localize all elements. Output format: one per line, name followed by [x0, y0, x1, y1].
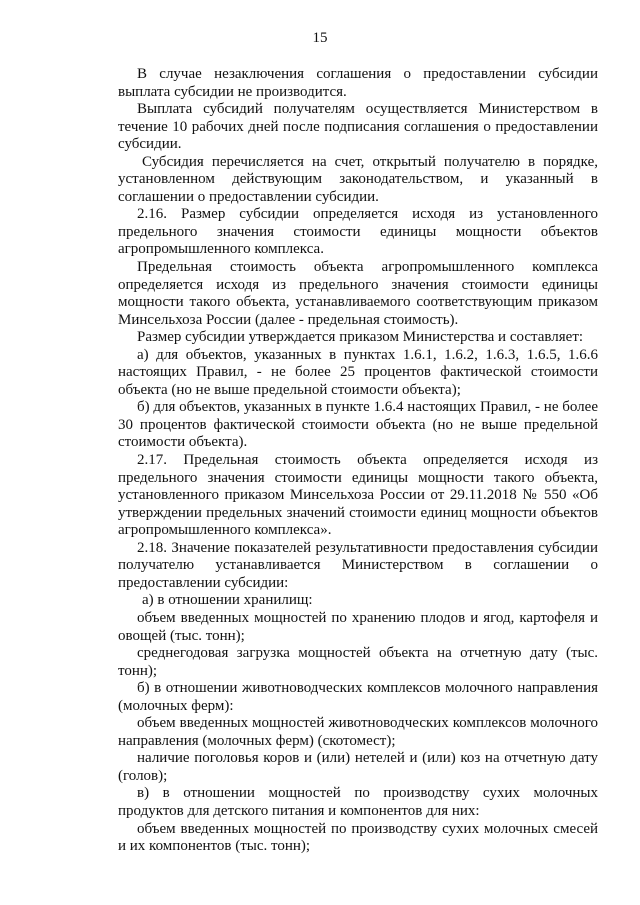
paragraph: 2.17. Предельная стоимость объекта определяется исходя из предельного значения стоимости единицы мощности такого объекта, установленного приказом Минсельхоза России от 29.11.2018 № 550 «Об утверждении предельных значений стоимости единиц мощности объектов агропромышленного комплекса».: [118, 452, 598, 539]
page-number: 15: [312, 30, 328, 46]
list-item: б) для объектов, указанных в пункте 1.6.4 настоящих Правил, - не более 30 процентов фактической стоимости объекта (но не выше предельной стоимости объекта).: [118, 399, 598, 451]
paragraph: 2.18. Значение показателей результативности предоставления субсидии получателю устанавливается Министерством в соглашении о предоставлении субсидии:: [118, 539, 598, 591]
paragraph: Субсидия перечисляется на счет, открытый получателю в порядке, установленном действующим законодательством, и указанный в соглашении о предоставлении субсидии.: [118, 153, 598, 205]
paragraph: Выплата субсидий получателям осуществляется Министерством в течение 10 рабочих дней после подписания соглашения о предоставлении субсидии.: [118, 101, 598, 153]
paragraph: Размер субсидии утверждается приказом Министерства и составляет:: [137, 329, 584, 346]
paragraph: наличие поголовья коров и (или) нетелей и (или) коз на отчетную дату (голов);: [118, 750, 598, 784]
list-item: а) для объектов, указанных в пунктах 1.6.1, 1.6.2, 1.6.3, 1.6.5, 1.6.6 настоящих Правил, - не более 25 процентов фактической стоимости объекта (но не выше предельной стоимости объекта);: [118, 346, 598, 398]
document-body: [118, 66, 598, 856]
list-item: в) в отношении мощностей по производству сухих молочных продуктов для детского питания и компонентов для них:: [118, 785, 598, 819]
list-item: а) в отношении хранилищ:: [142, 592, 313, 609]
paragraph: объем введенных мощностей животноводческих комплексов молочного направления (молочных ферм) (скотомест);: [118, 715, 598, 749]
paragraph: объем введенных мощностей по хранению плодов и ягод, картофеля и овощей (тыс. тонн);: [118, 609, 598, 644]
paragraph: В случае незаключения соглашения о предоставлении субсидии выплата субсидии не производится.: [118, 66, 598, 100]
list-item: б) в отношении животноводческих комплексов молочного направления (молочных ферм):: [118, 680, 598, 714]
paragraph: 2.16. Размер субсидии определяется исходя из установленного предельного значения стоимости единицы мощности объектов агропромышленного комплекса.: [118, 206, 598, 258]
paragraph: среднегодовая загрузка мощностей объекта на отчетную дату (тыс. тонн);: [118, 645, 598, 679]
paragraph: объем введенных мощностей по производству сухих молочных смесей и их компонентов (тыс. тонн);: [118, 820, 598, 855]
paragraph: Предельная стоимость объекта агропромышленного комплекса определяется исходя из предельного значения стоимости единицы мощности такого объекта, устанавливаемого соответствующим приказом Минсельхоза России (далее - предельная стоимость).: [118, 259, 598, 328]
